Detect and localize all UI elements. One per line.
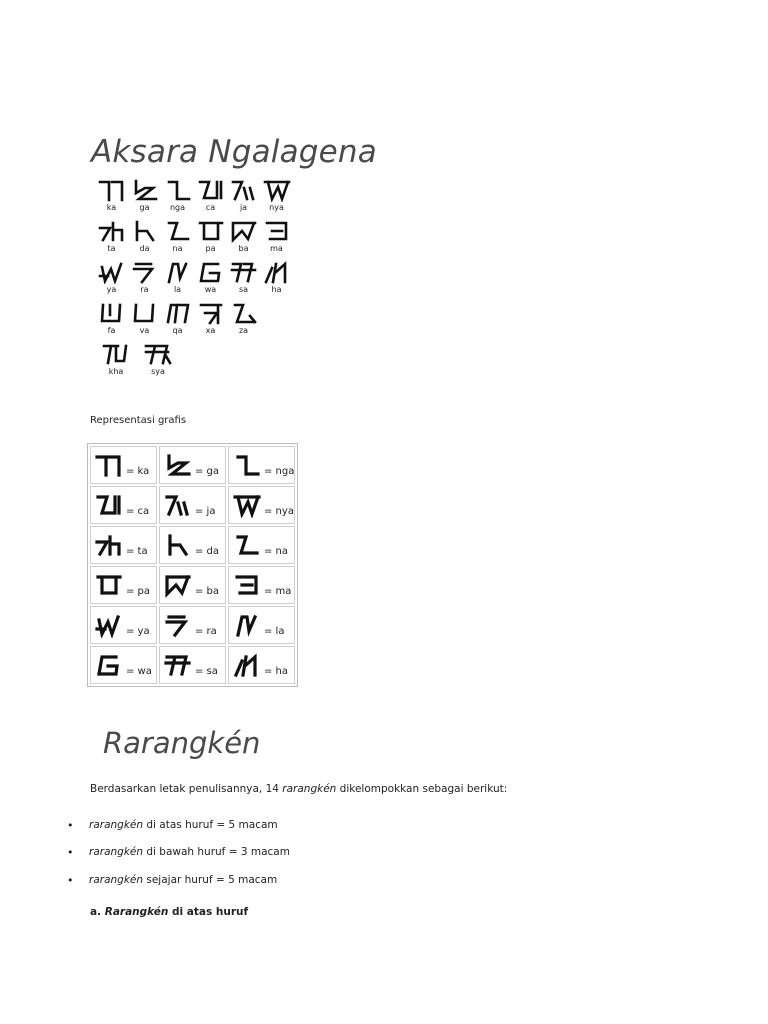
chart-row (95, 260, 293, 301)
xa-glyph-icon (197, 301, 225, 325)
bullet-icon: • (67, 819, 74, 832)
pa-glyph-icon (197, 219, 225, 243)
table-cell-label: = nya (264, 505, 294, 517)
table-cell-wa (90, 646, 157, 684)
chart-caption: wa (204, 285, 217, 294)
wa-glyph-icon (197, 260, 225, 284)
kha-glyph-icon (101, 342, 131, 366)
table-cell-pa (90, 566, 157, 604)
chart-caption: ya (106, 285, 117, 294)
chart-caption: ca (205, 203, 216, 212)
chart-caption: ma (270, 244, 283, 253)
da-glyph-icon (131, 219, 159, 243)
chart-cell-sa (227, 260, 260, 301)
table-cell-sa (159, 646, 226, 684)
chart-cell-ma (260, 219, 293, 260)
table-row (90, 486, 295, 524)
chart-cell-qa (161, 301, 194, 342)
table-cell-label: = ya (126, 625, 150, 637)
ka-glyph-icon (95, 452, 123, 478)
table-cell-ta (90, 526, 157, 564)
subheading-suffix: di atas huruf (168, 906, 249, 918)
chart-cell-fa (95, 301, 128, 342)
ta-glyph-icon (98, 219, 126, 243)
table-cell-label: = ca (126, 505, 150, 517)
chart-cell-xa (194, 301, 227, 342)
table-cell-ra (159, 606, 226, 644)
da-glyph-icon (164, 532, 192, 558)
chart-caption: sya (151, 367, 165, 376)
list-item-italic: rarangkén (89, 846, 144, 858)
ya-glyph-icon (98, 260, 126, 284)
chart-cell-ga (128, 178, 161, 219)
va-glyph-icon (131, 301, 159, 325)
la-glyph-icon (164, 260, 192, 284)
chart-cell-la (161, 260, 194, 301)
chart-row (95, 301, 293, 342)
chart-caption: ha (271, 285, 282, 294)
ta-glyph-icon (95, 532, 123, 558)
table-cell-label: = ka (126, 465, 150, 477)
chart-caption: ra (140, 285, 149, 294)
chart-cell-nga (161, 178, 194, 219)
table-row (90, 606, 295, 644)
qa-glyph-icon (164, 301, 192, 325)
pa-glyph-icon (95, 572, 123, 598)
bullet-icon: • (67, 874, 74, 887)
list-item-italic: rarangkén (89, 819, 144, 831)
ba-glyph-icon (230, 219, 258, 243)
table-cell-label: = ma (264, 585, 292, 597)
chart-cell-ba (227, 219, 260, 260)
table-cell-label: = ga (195, 465, 220, 477)
list-item-text: di bawah huruf = 3 macam (143, 846, 290, 858)
chart-cell-da (128, 219, 161, 260)
table-cell-label: = na (264, 545, 289, 557)
sa-glyph-icon (164, 652, 192, 678)
za-glyph-icon (230, 301, 258, 325)
ca-glyph-icon (197, 178, 225, 202)
table-cell-la (228, 606, 295, 644)
chart-cell-ta (95, 219, 128, 260)
table-cell-label: = da (195, 545, 220, 557)
nya-glyph-icon (233, 492, 261, 518)
ha-glyph-icon (263, 260, 291, 284)
chart-caption: za (238, 326, 249, 335)
table-row (90, 566, 295, 604)
table-cell-label: = ha (264, 665, 289, 677)
chart-caption: ta (107, 244, 116, 253)
table-cell-label: = ja (195, 505, 216, 517)
chart-caption: xa (205, 326, 216, 335)
nya-glyph-icon (263, 178, 291, 202)
ya-glyph-icon (95, 612, 123, 638)
chart-caption: la (173, 285, 182, 294)
ga-glyph-icon (164, 452, 192, 478)
chart-cell-ca (194, 178, 227, 219)
subheading-rarangken-above (90, 906, 248, 918)
list-item-italic: rarangkén (89, 874, 144, 886)
chart-cell-sya (137, 342, 179, 383)
ma-glyph-icon (233, 572, 261, 598)
chart-caption: pa (205, 244, 216, 253)
bullet-icon: • (67, 846, 74, 859)
nga-glyph-icon (164, 178, 192, 202)
chart-cell-za (227, 301, 260, 342)
chart-caption: ba (238, 244, 249, 253)
intro-text-before: Berdasarkan letak penulisannya, 14 (90, 783, 283, 795)
list-item (67, 846, 290, 859)
table-cell-ma (228, 566, 295, 604)
chart-caption: ka (106, 203, 117, 212)
ga-glyph-icon (131, 178, 159, 202)
chart-caption: nga (169, 203, 186, 212)
page-title: Aksara Ngalagena (91, 134, 377, 170)
chart-caption: nya (269, 203, 284, 212)
table-cell-label: = ba (195, 585, 220, 597)
ha-glyph-icon (233, 652, 261, 678)
table-cell-ga (159, 446, 226, 484)
la-glyph-icon (233, 612, 261, 638)
chart-caption: kha (108, 367, 124, 376)
intro-text-after: dikelompokkan sebagai berikut: (336, 783, 508, 795)
ba-glyph-icon (164, 572, 192, 598)
chart-cell-ka (95, 178, 128, 219)
table-cell-ya (90, 606, 157, 644)
graphic-representation-table (87, 443, 298, 687)
na-glyph-icon (233, 532, 261, 558)
chart-caption: da (139, 244, 150, 253)
table-row (90, 646, 295, 684)
table-cell-label: = ta (126, 545, 148, 557)
table-cell-ca (90, 486, 157, 524)
table-cell-label: = la (264, 625, 285, 637)
chart-cell-kha (95, 342, 137, 383)
sa-glyph-icon (230, 260, 258, 284)
ca-glyph-icon (95, 492, 123, 518)
table-cell-label: = ra (195, 625, 217, 637)
chart-cell-ha (260, 260, 293, 301)
subheading-prefix: a. (90, 906, 105, 918)
list-item (67, 819, 278, 832)
table-cell-ha (228, 646, 295, 684)
section-title-rarangken: Rarangkén (103, 726, 261, 760)
chart-cell-ra (128, 260, 161, 301)
chart-caption: sa (238, 285, 249, 294)
chart-caption: va (139, 326, 150, 335)
chart-cell-nya (260, 178, 293, 219)
chart-row (95, 342, 293, 383)
list-item (67, 874, 277, 887)
sya-glyph-icon (143, 342, 173, 366)
table-cell-label: = wa (126, 665, 152, 677)
na-glyph-icon (164, 219, 192, 243)
chart-cell-wa (194, 260, 227, 301)
chart-row (95, 178, 293, 219)
ma-glyph-icon (263, 219, 291, 243)
chart-caption: ga (139, 203, 150, 212)
table-cell-label: = pa (126, 585, 151, 597)
intro-text-italic: rarangkén (282, 783, 337, 795)
chart-caption: na (172, 244, 183, 253)
ka-glyph-icon (98, 178, 126, 202)
chart-cell-va (128, 301, 161, 342)
ja-glyph-icon (164, 492, 192, 518)
table-cell-da (159, 526, 226, 564)
chart-cell-na (161, 219, 194, 260)
chart-cell-ja (227, 178, 260, 219)
intro-paragraph (90, 783, 507, 795)
table-cell-na (228, 526, 295, 564)
nga-glyph-icon (233, 452, 261, 478)
graphic-representation-label: Representasi grafis (90, 415, 187, 426)
character-chart (95, 178, 293, 383)
chart-cell-pa (194, 219, 227, 260)
table-cell-ka (90, 446, 157, 484)
table-cell-label: = nga (264, 465, 295, 477)
table-cell-ba (159, 566, 226, 604)
table-cell-label: = sa (195, 665, 218, 677)
ra-glyph-icon (164, 612, 192, 638)
chart-caption: ja (239, 203, 248, 212)
subheading-italic: Rarangkén (104, 906, 169, 918)
ja-glyph-icon (230, 178, 258, 202)
chart-caption: fa (107, 326, 116, 335)
chart-cell-ya (95, 260, 128, 301)
ra-glyph-icon (131, 260, 159, 284)
table-cell-ja (159, 486, 226, 524)
table-cell-nya (228, 486, 295, 524)
list-item-text: sejajar huruf = 5 macam (143, 874, 278, 886)
fa-glyph-icon (98, 301, 126, 325)
table-row (90, 526, 295, 564)
table-row (90, 446, 295, 484)
wa-glyph-icon (95, 652, 123, 678)
chart-caption: qa (172, 326, 183, 335)
chart-row (95, 219, 293, 260)
table-cell-nga (228, 446, 295, 484)
list-item-text: di atas huruf = 5 macam (143, 819, 278, 831)
